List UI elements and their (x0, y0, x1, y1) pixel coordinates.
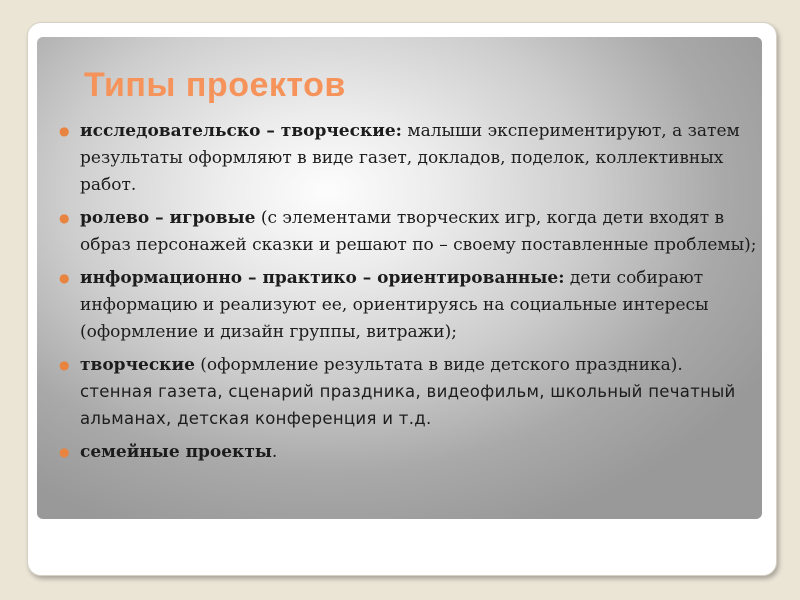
bullet-icon: ● (59, 271, 70, 285)
item-text: (оформление результата в виде детского праздника). (194, 355, 683, 375)
bullet-icon: ● (59, 211, 70, 225)
item-term: творческие (80, 355, 195, 375)
list-item (58, 205, 758, 259)
bullet-icon: ● (59, 445, 70, 459)
item-text: малыши экспериментируют, а затем результаты оформляют в виде газет, докладов, поделок, коллективных работ. (80, 121, 740, 195)
item-term: информационно – практико – ориентированные: (80, 268, 565, 288)
bullet-icon: ● (59, 124, 70, 138)
item-term: ролево – игровые (80, 208, 256, 228)
list-item (58, 118, 758, 199)
list-item (58, 265, 758, 346)
item-term: семейные проекты (80, 442, 272, 462)
item-text: дети собирают информацию и реализуют ее, ориентируясь на социальные интересы (оформление и дизайн группы, витражи); (80, 268, 709, 342)
bullet-icon: ● (59, 358, 70, 372)
list-item (58, 439, 758, 466)
item-text: . (271, 442, 278, 462)
item-text: (с элементами творческих игр, когда дети входят в образ персонажей сказки и решают по – своему поставленные проблемы); (80, 208, 757, 255)
list-item (58, 352, 758, 433)
project-types-list (58, 118, 758, 472)
item-extra-text: стенная газета, сценарий праздника, видеофильм, школьный печатный альманах, детская конференция и т.д. (80, 382, 736, 428)
slide-title: Типы проектов (84, 66, 346, 104)
item-term: исследовательско – творческие: (80, 121, 402, 141)
